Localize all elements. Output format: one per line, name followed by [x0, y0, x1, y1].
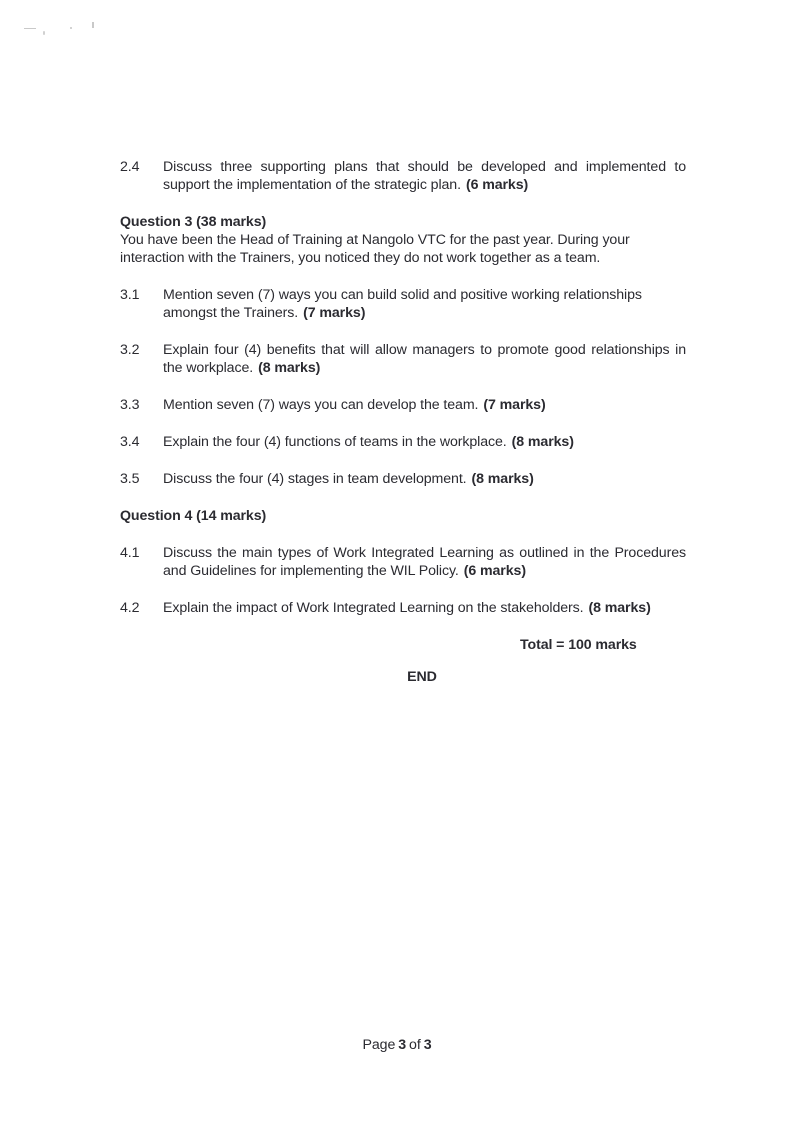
footer-total-pages: 3: [423, 1037, 432, 1053]
question-number: 3.4: [120, 434, 140, 450]
question-text: Discuss the main types of Work Integrated Learning as outlined in the Procedures and Guidelines for implementing the WIL Policy. (6 marks): [163, 545, 686, 579]
footer-page-number: 3: [398, 1037, 407, 1053]
question-text: Discuss the four (4) stages in team development. (8 marks): [163, 471, 534, 487]
question-item-3-4: [120, 433, 686, 451]
question4-heading: Question 4 (14 marks): [120, 508, 267, 524]
question-text: Explain the four (4) functions of teams in the workplace. (8 marks): [163, 434, 574, 450]
question-number: 2.4: [120, 159, 140, 175]
marks-label: (8 marks): [471, 471, 534, 487]
marks-label: (6 marks): [465, 177, 529, 193]
end-label: END: [407, 669, 437, 686]
marks-label: (8 marks): [258, 360, 321, 376]
question-number: 3.5: [120, 471, 140, 487]
question-item-4-1: [120, 544, 686, 580]
question-text: Explain the impact of Work Integrated Learning on the stakeholders. (8 marks): [163, 600, 651, 616]
question-number: 3.1: [120, 287, 140, 303]
marks-label: (7 marks): [303, 305, 366, 321]
question-item-4-2: [120, 599, 686, 617]
question-text: Mention seven (7) ways you can develop the team. (7 marks): [163, 397, 546, 413]
question3-heading: Question 3 (38 marks): [120, 214, 267, 230]
question-item-2-4: [120, 158, 686, 194]
scan-artifact-marks: [24, 22, 104, 36]
question-item-3-3: [120, 396, 686, 414]
question-text: Mention seven (7) ways you can build solid and positive working relationships amongst the Trainers. (7 marks): [163, 287, 642, 321]
question-number: 3.2: [120, 342, 140, 358]
marks-label: (7 marks): [483, 397, 546, 413]
footer-of-word: of: [409, 1037, 421, 1053]
question-item-3-2: [120, 341, 686, 377]
footer-page-word: Page: [362, 1037, 396, 1053]
document-content: [120, 158, 686, 700]
question-item-3-1: [120, 286, 686, 322]
marks-label: (6 marks): [463, 563, 526, 579]
marks-label: (8 marks): [511, 434, 574, 450]
question3-intro: You have been the Head of Training at Nangolo VTC for the past year. During your interaction with the Trainers, you noticed they do not work together as a team.: [120, 232, 630, 266]
question-number: 3.3: [120, 397, 140, 413]
question-text: Discuss three supporting plans that should be developed and implemented to support the implementation of the strategic plan. (6 marks): [163, 159, 686, 193]
marks-label: (8 marks): [588, 600, 651, 616]
question-number: 4.1: [120, 545, 140, 561]
total-marks-label: Total = 100 marks: [520, 637, 637, 653]
question-item-3-5: [120, 470, 686, 488]
question-number: 4.2: [120, 600, 140, 616]
question-text: Explain four (4) benefits that will allow managers to promote good relationships in the workplace. (8 marks): [163, 342, 686, 376]
page-footer: [0, 1036, 794, 1054]
